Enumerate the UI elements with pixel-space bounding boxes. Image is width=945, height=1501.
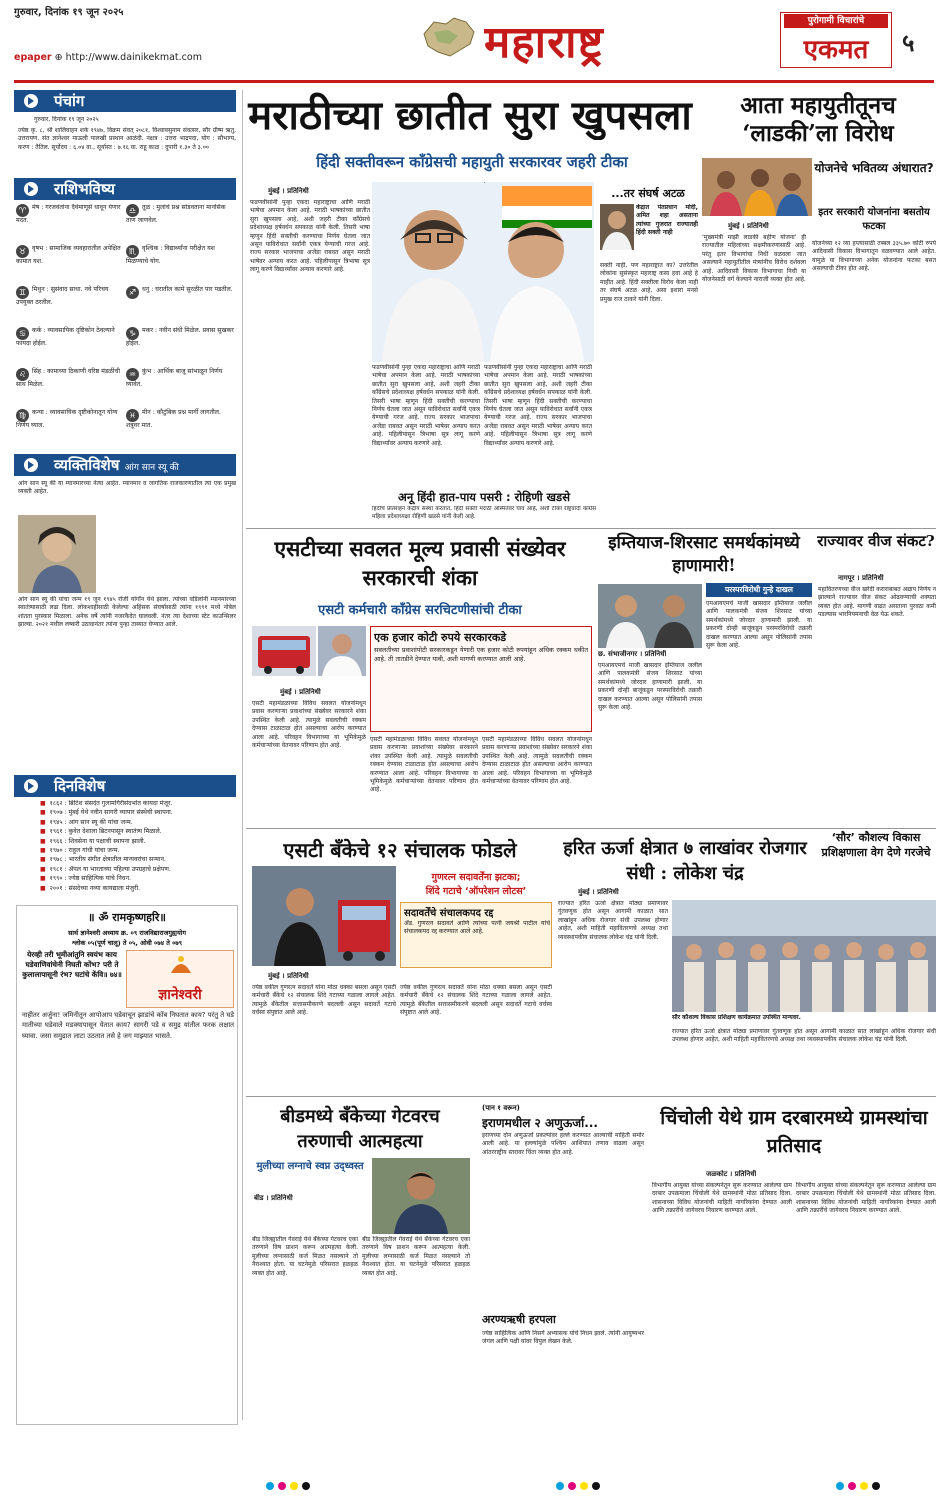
dinvishesh-item: ■ १८६२ : ब्रिटिश संसदेत गुलामगिरीसंदर्भात कायदा मंजूर. — [40, 800, 236, 808]
power-byline: नागपूर । प्रतिनिधी — [838, 574, 884, 582]
power-headline[interactable]: राज्यावर वीज संकट? — [817, 532, 935, 550]
rashi-item — [126, 409, 234, 430]
epaper-label: epaper — [14, 52, 52, 63]
rashi-item — [16, 368, 124, 389]
dinvishesh-item: ■ १९६१ : कुवेत देशाला ब्रिटनपासून स्वातंत्र्य मिळाले. — [40, 828, 236, 836]
dinvishesh-heading: दिनविशेष — [14, 775, 236, 797]
zodiac-icon: ♏ — [126, 245, 139, 258]
section-bullet-icon — [24, 94, 38, 108]
dinvishesh-item: ■ १९०७ : मुंबई येथे नवीन सागरी व्यापार संस्थेची स्थापना. — [40, 809, 236, 817]
solar-headline[interactable]: ‘सौर’ कौशल्य विकास प्रशिक्षणाला वेग देणे गरजेचे — [821, 831, 931, 859]
dinvishesh-item: ■ १९६६ : शिवसेना या पक्षाची स्थापना झाली. — [40, 838, 236, 846]
st-byline: मुंबई । प्रतिनिधी — [280, 688, 321, 696]
zodiac-icon: ♊ — [16, 286, 29, 299]
rashi-text: कर्क : व्यावसायिक दृष्टिकोन ठेवल्याने फायदा होईल. — [16, 327, 115, 347]
beed-kicker: मुलीच्या लग्नाचे स्वप्न उद्ध्वस्त — [256, 1161, 364, 1172]
zodiac-icon: ♍ — [16, 409, 29, 422]
stbank-headline[interactable]: एसटी बँकेचे १२ संचालक फोडले — [283, 838, 517, 862]
st-body-col2: एसटी महामंडळाच्या विविध सवलत योजनांमधून प्रवास करणाऱ्या प्रवाशांच्या संख्येवर सरकारने शंका उपस्थित केली आहे. त्यामुळे सवलतीची रक्कम देण्यास टाळाटाळ होत असल्याचा आरोप करण्यात आला आहे. परिवहन विभागाच्या या भूमिकेमुळे कर्मचाऱ्यांच्या वेतनावर परिणाम होत आहे. — [370, 736, 478, 794]
dinvishesh-item: ■ १९७० : राहुल गांधी यांचा जन्म. — [40, 847, 236, 855]
ladki-sub-body: योजनेच्या १२ व्या हप्त्यासाठी तब्बल ३३५.७० कोटी रुपये आदिवासी विकास विभागातून वळवण्यात आले आहेत. यामुळे या विभागाच्या अनेक योजनांना फटका बसत असल्याची टीका होत आहे. — [812, 240, 936, 273]
imtiyaz-box-headline: परस्परविरोधी गुन्हे दाखल — [706, 583, 812, 597]
raj-thackeray-photo — [600, 204, 634, 250]
dinvishesh-item: ■ १९७८ : भारतीय संगीत क्षेत्रातील मान्यवरांचा सन्मान. — [40, 856, 236, 864]
st-bus-photo — [252, 626, 316, 676]
lead-headline[interactable]: मराठीच्या छातीत सुरा खुपसला — [248, 92, 692, 139]
rashi-item — [126, 204, 234, 225]
rashi-text: वृषभ : सामाजिक व्यवहारातील अपेक्षित कामात यश. — [16, 245, 121, 265]
brand-logo: एकमत — [803, 35, 869, 65]
imtiyaz-headline[interactable]: इम्तियाज-शिरसाट समर्थकांमध्ये हाणामारी! — [608, 533, 800, 576]
side-headline: ...तर संघर्ष अटळ — [611, 187, 685, 200]
spacer — [484, 182, 485, 183]
rashi-item — [16, 286, 124, 307]
lead-callout-body: हिंदीचे प्रोत्साहन केंद्रीय संस्था करतात, हिंदी सक्ती मराठी अस्मितेवर घाव आहे, अशी टीका राष्ट्रवादी काँग्रेस महिला प्रदेशाध्यक्षा रोहिणी खडसे यांनी केली आहे. — [372, 506, 596, 520]
epaper-url[interactable]: http://www.dainikekmat.com — [65, 52, 202, 63]
iran-continuation: (पान १ वरून) — [482, 1104, 520, 1112]
rashi-item — [126, 368, 234, 389]
rashibhavishya-heading: राशिभविष्य — [14, 178, 236, 200]
stbank-body-col1: ज्येष्ठ वकील गुणरत्न सदावर्ते यांना मोठा धक्का बसला असून एसटी कर्मचारी बँकेचे १२ संचालक शिंदे गटाच्या गळाला लागले आहेत. त्यामुळे बँकेतील सत्तासमीकरणे बदलली असून सदावर्ते गटाचे वर्चस्व संपुष्टात आले आहे. — [252, 984, 396, 1017]
rashi-item — [126, 245, 234, 266]
chincholi-byline: जळकोट । प्रतिनिधी — [706, 1170, 757, 1178]
stbank-body-col2: ज्येष्ठ वकील गुणरत्न सदावर्ते यांना मोठा धक्का बसला असून एसटी कर्मचारी बँकेचे १२ संचालक शिंदे गटाच्या गळाला लागले आहेत. त्यामुळे बँकेतील सत्तासमीकरणे बदलली असून सदावर्ते गटाचे वर्चस्व संपुष्टात आले आहे. — [400, 984, 552, 1017]
ladki-kicker: योजनेचे भवितव्य अंधारात? — [814, 161, 934, 175]
rashi-item — [16, 409, 124, 430]
stbank-box-headline: सदावर्तेंचे संचालकपद रद्द — [404, 908, 494, 919]
zodiac-icon: ♉ — [16, 245, 29, 258]
dnyaneshwari-logo — [126, 950, 234, 1008]
section-bullet-icon — [24, 779, 38, 793]
st-headline[interactable]: एसटीच्या सवलत मूल्य प्रवासी संख्येवर सरकारची शंका — [274, 536, 566, 590]
solar-training-photo — [672, 900, 936, 1012]
rashi-text: सिंह : कामाच्या ठिकाणी वरिष्ठ मंडळींची साथ मिळेल. — [16, 368, 120, 388]
aung-san-suu-kyi-photo — [18, 515, 96, 593]
lead-subhead: हिंदी सक्तीवरून काँग्रेसची महायुती सरकारवर जहरी टीका — [316, 153, 628, 171]
dinvishesh-item: ■ १९९० : ज्येष्ठ साहित्यिक यांचे निधन. — [40, 875, 236, 883]
panchang-date: गुरुवार, दिनांक १९ जून २०२५ — [34, 116, 99, 123]
rashi-text: मकर : नवीन संधी मिळेल. प्रवास सुखकर होईल. — [126, 327, 234, 347]
page-number: ५ — [902, 29, 915, 57]
zodiac-icon: ♎ — [126, 204, 139, 217]
shlok-line: श्लोक ०५(पूर्ण चालू) ते ०५, ओवी ०७४ ते ०७९ — [71, 939, 183, 947]
brand-tagline: पुरोगामी विचारांचे — [784, 14, 888, 28]
rashi-list — [14, 204, 236, 450]
registration-strip — [0, 1470, 945, 1501]
rashi-text: तूळ : मुलांचे प्रश्न सोडवताना मानसिक ताण जाणवेल. — [126, 204, 226, 224]
rashi-item — [126, 286, 234, 299]
rashi-text: कुंभ : आर्थिक बाजू सांभाळून निर्णय घ्यावेत. — [126, 368, 223, 388]
stbank-byline: मुंबई । प्रतिनिधी — [268, 972, 309, 980]
lead-body-col2: फडणवीसांनी पुन्हा एकदा महाराष्ट्राचा आणि मराठी भाषेचा अपमान केला आहे. मराठी भाषकांच्या छातीत सुरा खुपसला आहे, अशी जहरी टीका काँग्रेसचे प्रदेशाध्यक्ष हर्षवर्धन सपकाळ यांनी केली. तिसरी भाषा म्हणून हिंदी सक्तीची करण्याचा निर्णय घेतला जात असून याविरोधात सर्वांनी एकत्र येण्याची गरज आहे. राज्य सरकार भाजपाचा अजेंडा राबवत असून मराठी भाषेवर अन्याय करत आहे. पहिलीपासून त्रिभाषा सूत्र लागू करणे विद्यार्थ्यांवर अन्याय करणारे आहे. — [372, 364, 480, 447]
chincholi-headline[interactable]: चिंचोली येथे ग्राम दरबारमध्ये ग्रामस्थांचा प्रतिसाद — [660, 1107, 928, 1157]
zodiac-icon: ♐ — [126, 286, 139, 299]
st-leader-photo — [318, 626, 366, 676]
section-title: महाराष्ट्र — [484, 17, 605, 68]
beed-body-col2: बीड जिल्ह्यातील गेवराई येथे बँकेच्या गेटवरच एका तरुणाने विष प्राशन करून आत्महत्या केली. मुलीच्या लग्नासाठी कर्ज मिळत नसल्याने तो नैराश्यात होता. या घटनेमुळे परिसरात हळहळ व्यक्त होत आहे. — [362, 1236, 470, 1277]
ladki-photo — [702, 158, 812, 216]
chincholi-body-col1: विभागीय आयुक्त यांच्या संकल्पनेतून सुरू करण्यात आलेल्या ग्राम दरबार उपक्रमाला चिंचोली येथे ग्रामस्थांनी मोठा प्रतिसाद दिला. शासनाच्या विविध योजनांची माहिती नागरिकांना देण्यात आली आणि तक्रारींचे जागेवरच निवारण करण्यात आले. — [652, 1182, 792, 1215]
section-bullet-icon — [24, 182, 38, 196]
zodiac-icon: ♑ — [126, 327, 139, 340]
chincholi-body-col2: विभागीय आयुक्त यांच्या संकल्पनेतून सुरू करण्यात आलेल्या ग्राम दरबार उपक्रमाला चिंचोली येथे ग्रामस्थांनी मोठा प्रतिसाद दिला. शासनाच्या विविध योजनांची माहिती नागरिकांना देण्यात आली आणि तक्रारींचे जागेवरच निवारण करण्यात आले. — [796, 1182, 936, 1215]
rashi-item — [16, 204, 124, 225]
ladki-body: ‘मुख्यमंत्री माझी लाडकी बहीण योजना’ ही राज्यातील महिलांच्या सक्षमीकरणासाठी आहे. परंतु इतर विभागांचा निधी वळवला जात असल्याने महायुतीतील मंत्र्यांनीच विरोध दर्शवला आहे. आदिवासी विकास विभागाचा निधी या योजनेसाठी वर्ग केल्याने नाराजी व्यक्त होत आहे. — [702, 234, 806, 284]
zodiac-icon: ♋ — [16, 327, 29, 340]
iran-headline[interactable]: इराणमधील २ अणुऊर्जा... — [482, 1116, 598, 1130]
green-body-col1: राज्यात हरित ऊर्जा क्षेत्रात मोठ्या प्रमाणावर गुंतवणूक होत असून आगामी काळात सात लाखांहून अधिक रोजगार संधी उपलब्ध होणार आहेत, अशी माहिती महावितरणचे अध्यक्ष तथा व्यवस्थापकीय संचालक लोकेश चंद्र यांनी दिली. — [558, 900, 668, 941]
dinvishesh-item: ■ १९८१ : ॲपल या भारताच्या पहिल्या उपग्रहाचे प्रक्षेपण. — [40, 866, 236, 874]
dinvishesh-item: ■ २००१ : संसदेच्या नव्या कायद्याला मंजुरी. — [40, 885, 236, 893]
rashi-text: वृश्चिक : विद्यार्थ्यांना परीक्षेत यश मिळण्याचे योग. — [126, 245, 215, 265]
vyaktivishesh-body: आंग सान स्यू की यांचा जन्म १९ जून १९४५ रोजी यांगॉन येथे झाला. त्यांच्या वडिलांनी म्यानमारच्या स्वातंत्र्यासाठी लढा दिला. लोकशाहीसाठी केलेल्या अहिंसक संघर्षासाठी त्यांना १९९१ मध्ये नोबेल शांतता पुरस्कार मिळाला. अनेक वर्षे त्यांनी नजरकैदेत घालवली. नंतर त्या देशाच्या स्टेट काउन्सिलर झाल्या. २०२१ मधील लष्करी उठावानंतर त्यांना पुन्हा ताब्यात घेण्यात आले. — [18, 596, 236, 629]
zodiac-icon: ♓ — [126, 409, 139, 422]
rashi-text: कन्या : व्यावसायिक दृष्टीकोनातून योग्य निर्णय घ्याल. — [16, 409, 118, 429]
iran-sub-body: ज्येष्ठ साहित्यिक आणि निसर्ग अभ्यासक यांचे निधन झाले. त्यांनी आयुष्यभर जंगल आणि पक्षी यांवर विपुल लेखन केले. — [482, 1330, 644, 1346]
lamp-icon — [127, 951, 234, 981]
lead-byline: मुंबई । प्रतिनिधी — [268, 187, 309, 195]
rashi-item — [16, 327, 124, 348]
green-body-col2: राज्यात हरित ऊर्जा क्षेत्रात मोठ्या प्रमाणावर गुंतवणूक होत असून आगामी काळात सात लाखांहून अधिक रोजगार संधी उपलब्ध होणार आहेत, अशी माहिती महावितरणचे अध्यक्ष तथा व्यवस्थापकीय संचालक लोकेश चंद्र यांनी दिली. — [672, 1028, 936, 1044]
sadavarte-photo — [252, 866, 396, 966]
adhyay-line: सार्थ ज्ञानेश्वरी अध्याय क्र. ०९ राजविद्याराजगुह्ययोग — [68, 929, 186, 937]
row-rule-2 — [246, 828, 936, 829]
ladki-byline: मुंबई । प्रतिनिधी — [728, 222, 769, 230]
om-heading: ॥ ॐ रामकृष्णहरि॥ — [88, 911, 166, 924]
st-box-body: सवलतीच्या प्रवाशांपोटी सरकारकडून येणारी एक हजार कोटी रुपयांहून अधिक रक्कम थकीत आहे. ती तातडीने देण्यात यावी, अशी मागणी करण्यात आली आहे. — [374, 646, 588, 663]
lead-body-col1: फडणवीसांनी पुन्हा एकदा महाराष्ट्राचा आणि मराठी भाषेचा अपमान केला आहे. मराठी भाषकांच्या छातीत सुरा खुपसला आहे, अशी जहरी टीका काँग्रेसचे प्रदेशाध्यक्ष हर्षवर्धन सपकाळ यांनी केली. तिसरी भाषा म्हणून हिंदी सक्तीची करण्याचा निर्णय घेतला जात असून याविरोधात सर्वांनी एकत्र येण्याची गरज आहे. राज्य सरकार भाजपाचा अजेंडा राबवत असून मराठी भाषेवर अन्याय करत आहे. पहिलीपासून त्रिभाषा सूत्र लागू करणे विद्यार्थ्यांवर अन्याय करणारे आहे. — [250, 199, 370, 274]
green-byline: मुंबई । प्रतिनिधी — [578, 888, 619, 896]
rashi-text: धनु : घरातील कामे सुरळीत पार पडतील. — [142, 286, 233, 293]
imtiyaz-body-col2: एमआयएमचे माजी खासदार इम्तियाज जलील आणि पालकमंत्री संजय शिरसाट यांच्या समर्थकांमध्ये जोरदार हाणामारी झाली. या प्रकरणी दोन्ही बाजूंकडून परस्परविरोधी तक्रारी दाखल करण्यात आल्या असून पोलिसांनी तपास सुरू केला आहे. — [706, 600, 812, 650]
maharashtra-map-icon — [420, 14, 478, 60]
dinvishesh-item: ■ १९४५ : आंग सान स्यू की यांचा जन्म. — [40, 819, 236, 827]
st-body-col3: एसटी महामंडळाच्या विविध सवलत योजनांमधून प्रवास करणाऱ्या प्रवाशांच्या संख्येवर सरकारने शंका उपस्थित केली आहे. त्यामुळे सवलतीची रक्कम देण्यास टाळाटाळ होत असल्याचा आरोप करण्यात आला आहे. परिवहन विभागाच्या या भूमिकेमुळे कर्मचाऱ्यांच्या वेतनावर परिणाम होत आहे. — [482, 736, 592, 786]
side-caption: केंद्रात पंतप्रधान मोदी, अमित शहा असताना त्यांच्या गुजरात राज्यातही हिंदी सक्ती नाही — [636, 204, 698, 237]
header-rule — [14, 80, 934, 83]
vyaktivishesh-heading: व्यक्तिविशेष आंग सान स्यू की — [14, 454, 236, 476]
section-bullet-icon — [24, 458, 38, 472]
zodiac-icon: ♈ — [16, 204, 29, 217]
rashi-text: मीन : कौटुंबिक प्रश्न मार्गी लागतील. शत्रूवर मात. — [126, 409, 221, 429]
dinvishesh-list — [0, 800, 240, 896]
imtiyaz-shirsat-photo — [598, 584, 702, 648]
ladki-headline[interactable]: आता महायुतीतूनच ‘लाडकी’ला विरोध — [740, 92, 896, 147]
rashi-item — [16, 245, 124, 266]
rashi-text: मेष : गरजवंतांना दैवेमाणूसे धावून येणार मदत. — [16, 204, 121, 224]
lead-body-col3: फडणवीसांनी पुन्हा एकदा महाराष्ट्राचा आणि मराठी भाषेचा अपमान केला आहे. मराठी भाषकांच्या छातीत सुरा खुपसला आहे, अशी जहरी टीका काँग्रेसचे प्रदेशाध्यक्ष हर्षवर्धन सपकाळ यांनी केली. तिसरी भाषा म्हणून हिंदी सक्तीची करण्याचा निर्णय घेतला जात असून याविरोधात सर्वांनी एकत्र येण्याची गरज आहे. राज्य सरकार भाजपाचा अजेंडा राबवत असून मराठी भाषेवर अन्याय करत आहे. पहिलीपासून त्रिभाषा सूत्र लागू करणे विद्यार्थ्यांवर अन्याय करणारे आहे. — [484, 364, 592, 447]
rashi-text: मिथुन : सुसंवाद साधा. नवे परिचय उपयुक्त ठरतील. — [16, 286, 109, 306]
panchang-heading: पंचांग — [14, 90, 236, 112]
dateline: गुरुवार, दिनांक १९ जून २०२५ — [14, 7, 124, 18]
beed-headline[interactable]: बीडमध्ये बँकेच्या गेटवरच तरुणाची आत्महत्या — [280, 1106, 440, 1152]
column-divider — [242, 90, 243, 1420]
epaper-link[interactable] — [14, 52, 202, 63]
ladki-sub-headline: इतर सरकारी योजनांना बसतोय फटका — [818, 207, 930, 232]
stbank-box-body: ॲड. गुणरत्न सदावर्ते आणि त्यांच्या पत्नी जयश्री पाटील यांचे संचालकपद रद्द करण्यात आले आहे. — [404, 920, 550, 936]
vyaktivishesh-lead: आंग सान स्यू की या म्यानमारच्या नेत्या आहेत. म्यानमार व जागतिक राजकारणातील त्या एक प्रमुख व्यक्ती आहेत. — [18, 480, 236, 496]
power-body: महावितरणच्या वीज खरेदी कराराबाबत अद्याप निर्णय न झाल्याने राज्यावर वीज संकट ओढवण्याची शक्यता व्यक्त होत आहे. मागणी वाढत असताना पुरवठा कमी पडल्यास भारनियमनाची वेळ येऊ शकते. — [818, 586, 936, 619]
iran-body: इराणच्या दोन अणुऊर्जा प्रकल्पांवर हल्ले करण्यात आल्याची माहिती समोर आली आहे. या हल्ल्यांमुळे पश्चिम आशियात तणाव वाढला असून आंतरराष्ट्रीय स्तरावर चिंता व्यक्त होत आहे. — [482, 1132, 644, 1156]
iran-sub-headline: अरण्यऋषी हरपला — [482, 1313, 556, 1326]
globe-icon: ⊕ — [54, 52, 63, 63]
registration-dots — [266, 1482, 880, 1490]
green-photo-caption: सौर कौशल्य विकास प्रशिक्षण कार्यक्रमात उपस्थित मान्यवर. — [672, 1014, 801, 1021]
green-headline[interactable]: हरित ऊर्जा क्षेत्रात ७ लाखांवर रोजगार संधी : लोकेश चंद्र — [563, 838, 807, 884]
lead-callout-headline: अनू हिंदी हात-पाय पसरी : रोहिणी खडसे — [398, 490, 570, 504]
zodiac-icon: ♌ — [16, 368, 29, 381]
row-rule-3 — [246, 1096, 936, 1097]
imtiyaz-byline: छ. संभाजीनगर । प्रतिनिधी — [598, 650, 667, 658]
beed-byline: बीड । प्रतिनिधी — [254, 1194, 293, 1202]
zodiac-icon: ♒ — [126, 368, 139, 381]
imtiyaz-body-col1: एमआयएमचे माजी खासदार इम्तियाज जलील आणि पालकमंत्री संजय शिरसाट यांच्या समर्थकांमध्ये जोरदार हाणामारी झाली. या प्रकरणी दोन्ही बाजूंकडून परस्परविरोधी तक्रारी दाखल करण्यात आल्या असून पोलिसांनी तपास सुरू केला आहे. — [598, 662, 702, 712]
st-box-headline: एक हजार कोटी रुपये सरकारकडे — [374, 631, 507, 644]
stbank-kicker1: गुणरत्न सदावर्तेंना झटका; — [431, 872, 521, 883]
politicians-photo — [372, 182, 594, 362]
beed-body-col1: बीड जिल्ह्यातील गेवराई येथे बँकेच्या गेटवरच एका तरुणाने विष प्राशन करून आत्महत्या केली. मुलीच्या लग्नासाठी कर्ज मिळत नसल्याने तो नैराश्यात होता. या घटनेमुळे परिसरात हळहळ व्यक्त होत आहे. — [252, 1236, 358, 1277]
verse-text: येरव्ही तरी भूमीआंतुनि स्वयंभ काय घडेवाणिवांचेनी निघती कोंभ? परी ते कुलालापासूनी रंभ? घटांचे केंवि॥ ७४॥ — [22, 950, 122, 979]
stbank-kicker2: शिंदे गटाचे ‘ऑपरेशन लोटस’ — [425, 886, 527, 897]
st-body-col1: एसटी महामंडळाच्या विविध सवलत योजनांमधून प्रवास करणाऱ्या प्रवाशांच्या संख्येवर सरकारने शंका उपस्थित केली आहे. त्यामुळे सवलतीची रक्कम देण्यास टाळाटाळ होत असल्याचा आरोप करण्यात आला आहे. परिवहन विभागाच्या या भूमिकेमुळे कर्मचाऱ्यांच्या वेतनावर परिणाम होत आहे. — [252, 700, 366, 750]
vyaktivishesh-name: आंग सान स्यू की — [124, 463, 179, 473]
logo-text: ज्ञानेश्वरी — [158, 987, 202, 1003]
side-body: सक्ती नाही, पण महाराष्ट्रात का? उत्तरेतील लोकांना सुसंस्कृत महाराष्ट्र कसा हवा आहे हे माहीत आहे. हिंदी सक्तीला विरोध केला नाही तर संघर्ष अटळ आहे, असा इशारा मनसे प्रमुख राज ठाकरे यांनी दिला. — [600, 262, 698, 303]
row-rule — [246, 528, 936, 529]
panchang-body: ज्येष्ठ कृ. ८, श्री शालिवाहन शके १९४७, विक्रम संवत् २०८१, विश्वावसुनाम संवत्सर, सौर ग्रीष्म ऋतु, उत्तरायण. संत ज्ञानेश्वर माऊली पालखी प्रस्थान आळंदी. नक्षत्र : उत्तरा भाद्रपदा, योग : सौभाग्य, करण : तैतिल. सूर्योदय : ६.०४ वा., सूर्यास्त : ७.१६ वा. राहू काळ : दुपारी १.३० ते ३.०० — [18, 127, 236, 151]
rashi-item — [126, 327, 234, 348]
st-subhead: एसटी कर्मचारी काँग्रेस सरचिटणीसांची टीका — [318, 603, 522, 618]
dnyaneshwari-commentary: नाहीतर अर्जुना! जमिनीतून आपोआप घडेवाचून झाडांचे कोंब निघतात काय? परंतु ते घडे मातीच्या घडेवाले मडक्यापासून येतात काय? सागरी पडे व समुद्र यांतील फरक लक्षात घ्यावा. जसा समुद्रात लाटा उठतात तसे हे जग माझ्यात भासते. — [22, 1011, 234, 1040]
victim-photo — [372, 1158, 470, 1234]
